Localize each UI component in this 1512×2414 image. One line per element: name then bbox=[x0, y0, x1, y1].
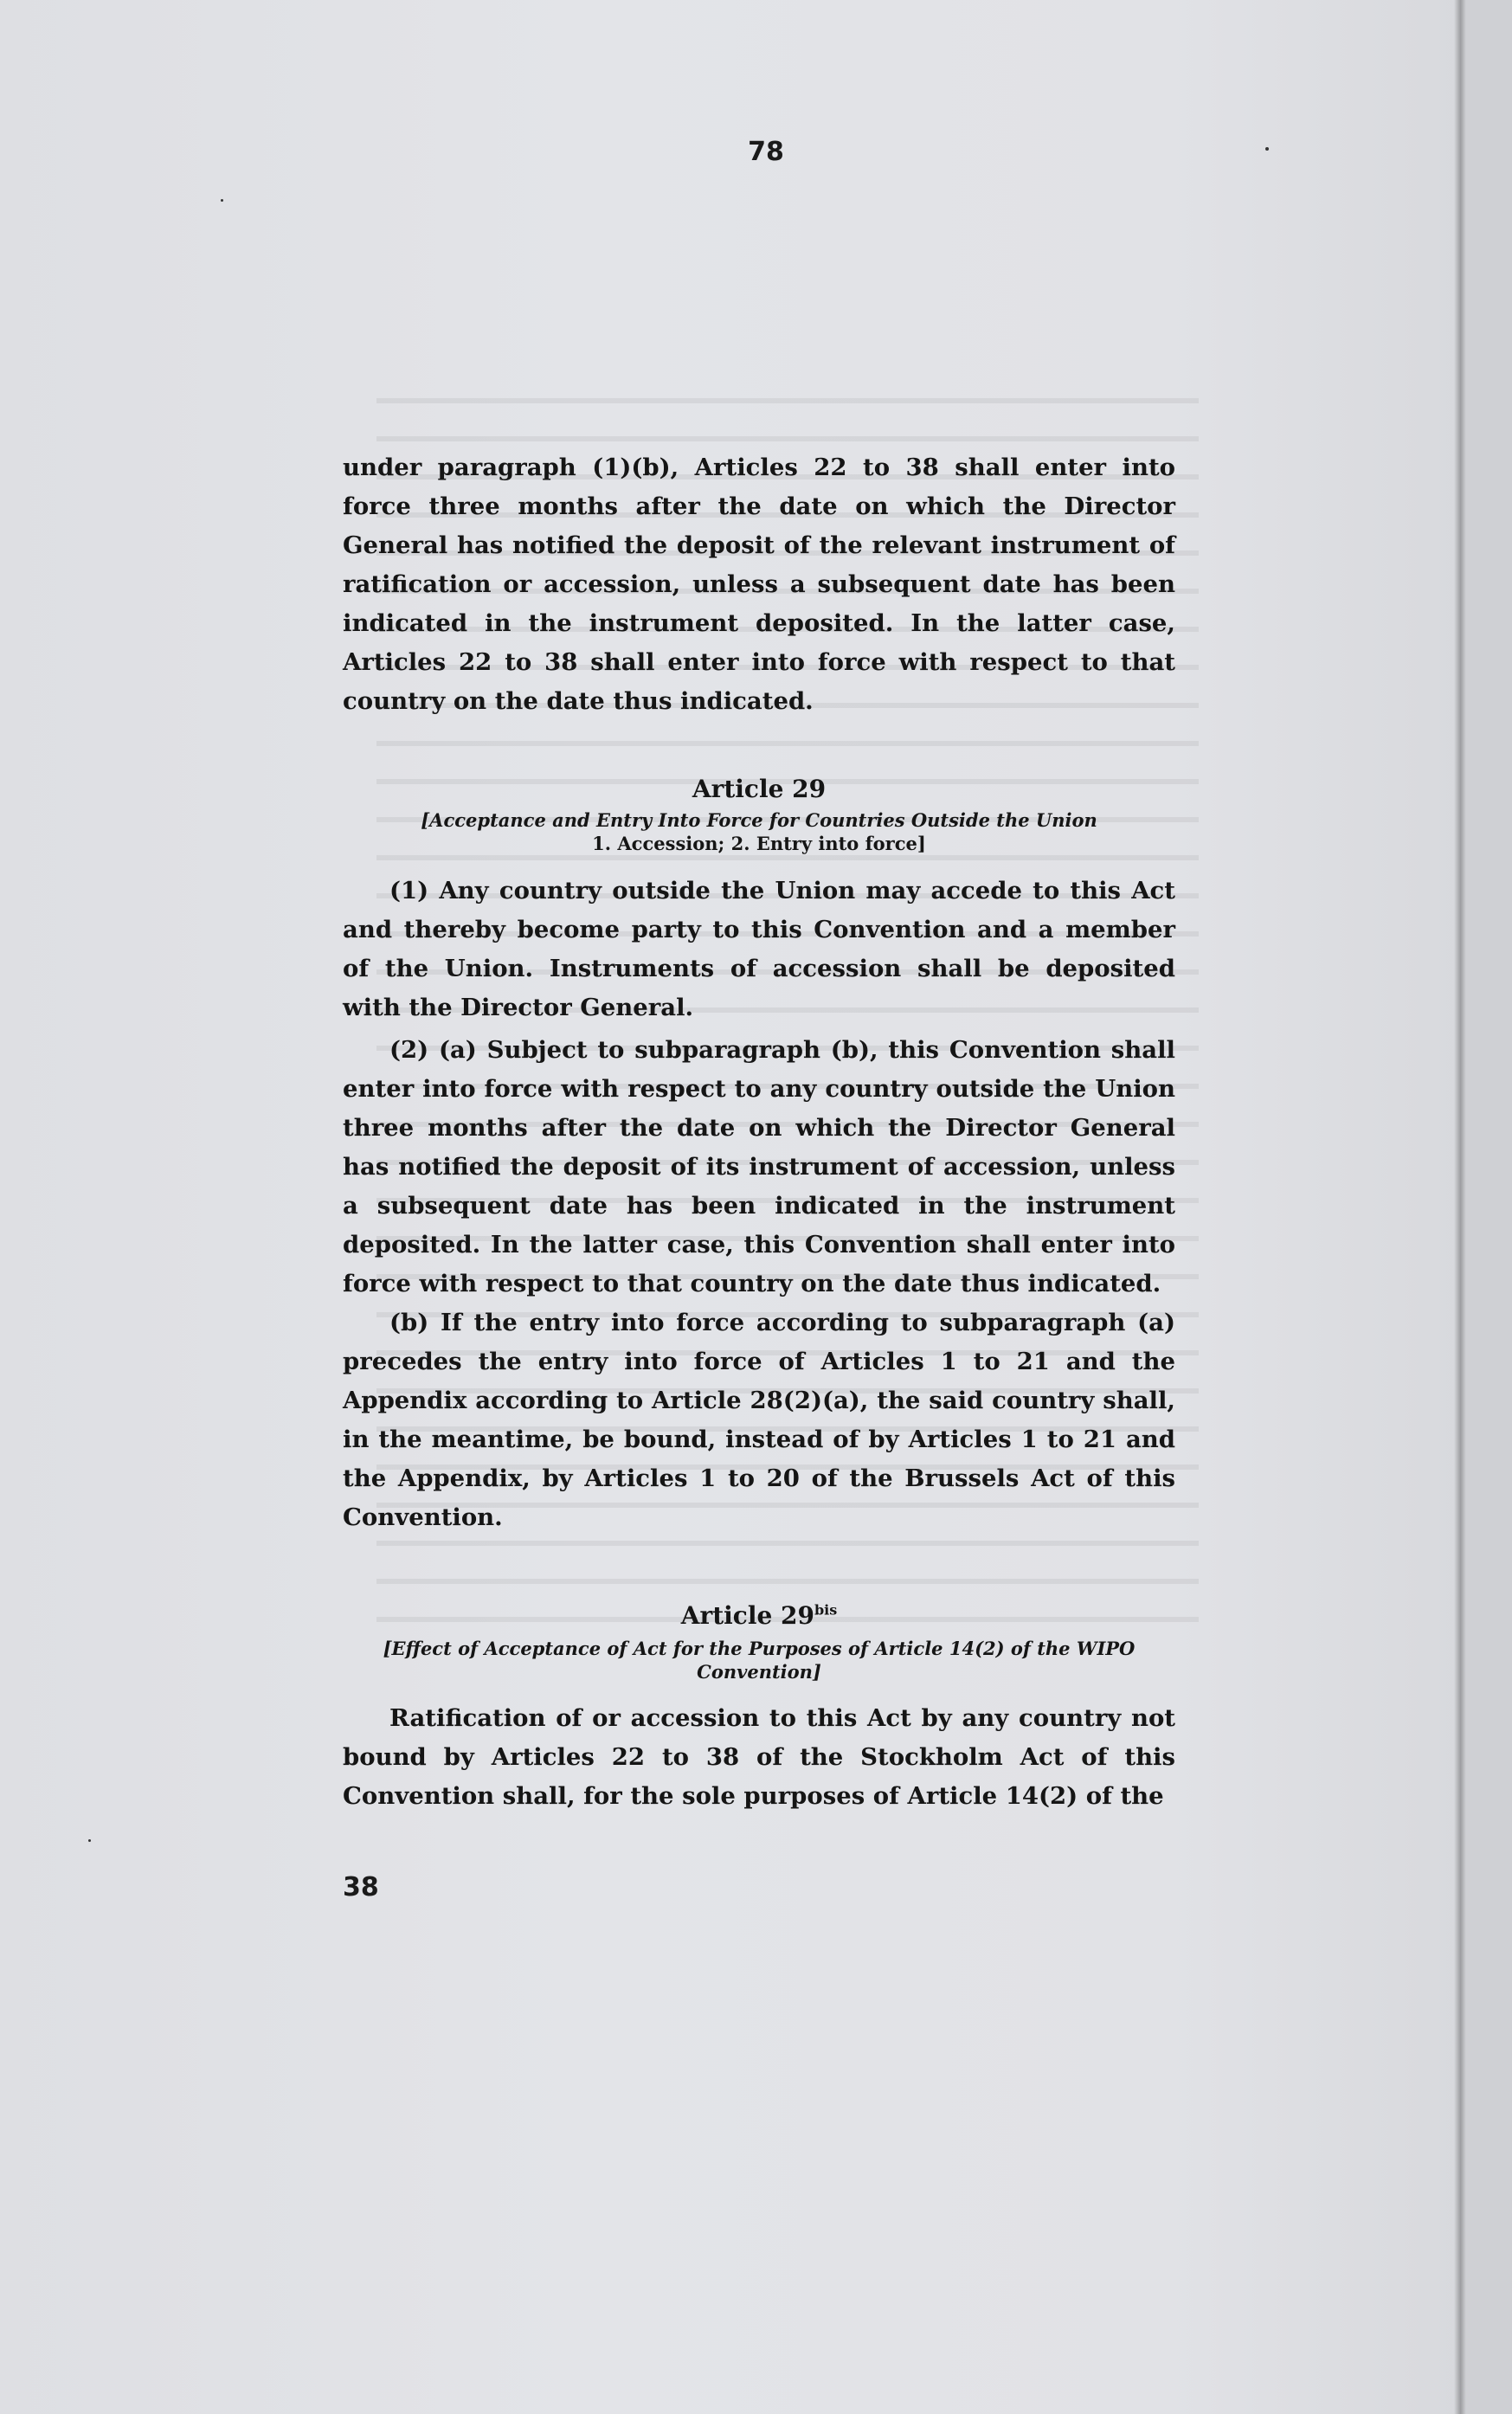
article-29-section bbox=[343, 775, 1175, 1537]
article-29-subheading bbox=[343, 808, 1175, 855]
article-29bis-subheading: [Effect of Acceptance of Act for the Purposes of Article 14(2) of the WIPO Convention] bbox=[383, 1638, 1136, 1683]
article-29-para-1: (1) Any country outside the Union may accede to this Act and thereby become party to this Convention and a member of the Union. Instruments of accession shall be deposited with the Director General. bbox=[343, 877, 1175, 1021]
article-29-subheading-line2: 1. Accession; 2. Entry into force] bbox=[592, 833, 926, 854]
article-29-para-2a: (2) (a) Subject to subparagraph (b), this Convention shall enter into force with respect to any country outside the Union three months after the date on which the Director General has notified the deposit of its instrument of accession, unless a subsequent date has been indicated in the instrument deposited. In the latter case, this Convention shall enter into force with respect to that country on the date thus indicated. bbox=[343, 1036, 1175, 1297]
paper-speck bbox=[1265, 147, 1269, 151]
article-29bis-para-1: Ratification of or accession to this Act by any country not bound by Articles 22 to 38 of the Stockholm Act of this Convention shall, for the sole purposes of Article 14(2) of the bbox=[343, 1704, 1175, 1810]
page-number: 78 bbox=[748, 137, 784, 167]
paper-speck bbox=[88, 1839, 91, 1842]
intro-text bbox=[343, 448, 1175, 721]
article-29bis-section bbox=[343, 1601, 1175, 1816]
article-29-subheading-line1: [Acceptance and Entry Into Force for Countries Outside the Union bbox=[421, 809, 1097, 831]
article-29bis-heading-sup: bis bbox=[814, 1601, 838, 1619]
article-29bis-heading-text: Article 29 bbox=[680, 1601, 814, 1630]
article-29-para-2b: (b) If the entry into force according to subparagraph (a) precedes the entry into force of Articles 1 to 21 and the Appendix according to Article 28(2)(a), the said country shall, in the meantime, be bound, instead of by Articles 1 to 21 and the Appendix, by Articles 1 to 20 of the Brussels Act of this Convention. bbox=[343, 1309, 1175, 1531]
article-29-heading: Article 29 bbox=[692, 775, 827, 803]
page-edge-shadow bbox=[1454, 0, 1466, 2414]
paper-speck bbox=[221, 199, 223, 202]
adjacent-page-edge bbox=[1466, 0, 1512, 2414]
footer-page-number: 38 bbox=[343, 1872, 379, 1902]
article-29bis-heading bbox=[343, 1601, 1175, 1630]
intro-paragraph: under paragraph (1)(b), Articles 22 to 38 shall enter into force three months after the date on which the Director General has notified the deposit of the relevant instrument of ratification or accession, unless a subsequent date has been indicated in the instrument deposited. In the latter case, Articles 22 to 38 shall enter into force with respect to that country on the date thus indicated. bbox=[343, 454, 1175, 715]
